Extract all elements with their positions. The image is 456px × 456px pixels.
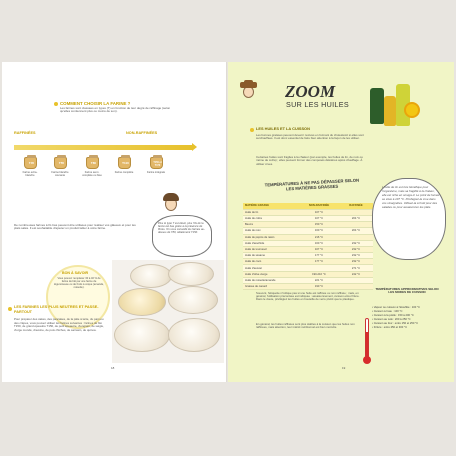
flour-bowls-photo [112,260,224,363]
table-cell: 232 °C [351,241,361,245]
table-title: TEMPÉRATURES À NE PAS DÉPASSER SELON LES MATIÈRES GRASSES [264,177,360,192]
scale-right-label: NON-RAFFINÉES [126,131,158,135]
table-cell: 232 °C [351,248,361,252]
table-cell: Huile de noisette/amande [245,278,276,282]
page-number-right: 19 [342,366,346,370]
table-cell: Beurre [245,223,254,227]
bullet-icon [54,102,58,106]
temperature-table [243,203,373,290]
cuisson-text: Les bonnes graisses peuvent devenir nocives en formant du cholestérol si elles sont surchauffées. Il est donc essentiel de faire bien attention à la façon de les utiliser. [256,133,364,141]
table-cell: Huile d'avocat [245,266,262,270]
mascot-quote: Plus le type T est élevé, plus l'IG de la farine est bas grâce à la présence de fibres. On vous conseille les farines au-dessus de T80, idéalement T150. [158,222,205,235]
table-cell: Graisse de canard [245,285,267,289]
table-cell: Huile de pépins de raisin [245,235,275,239]
table-cell: 150 °C [314,223,324,227]
table-cell: 204 °C [351,217,361,221]
jar-label: Farine semi-complète ou bise [82,171,102,177]
bullet-icon [8,307,12,311]
flour-jar-icon: T80 [86,157,99,169]
zoom-subtitle: SUR LES HUILES [286,100,349,109]
cuisson-para2: Certaines huiles sont fragiles à la chaleur (par exemple, les huiles de lin, de noix ou même de colza) ; elles peuvent former des composés délétères après chauffage. À utiliser crues. [256,155,363,166]
table-row [243,284,373,290]
table-cell: Huile de lin [245,210,259,214]
jar-label: Farine intégrale [146,171,166,174]
refinement-arrow [14,145,192,150]
bottom-text: Souvent, l'étiquette n'indique pas si une huile est raffinée ou non raffinée ; mais, en général, l'utilisation préconisée est indiquée : assaisonnement, cuisson et/ou friture. Dans le doute, privilégiez les huiles en bouteille de verre plutôt que le plastique. [256,291,360,302]
table-cell: Huile de noix [245,229,261,233]
sunflower-icon [404,102,420,118]
table-cell: 107 °C [314,217,324,221]
temp-list-item: • Cuisson au four : entre 150 et 250 °C [372,322,419,326]
table-cell: 160 °C [314,229,324,233]
neutral-flours-title: LES FARINES LES PLUS NEUTRES ET PASSE-PARTOUT [14,305,99,314]
table-cell: Huile de tournesol [245,248,267,252]
mascot-illustration [162,193,180,215]
thermometer-icon [363,318,371,366]
table-cell: 177 °C [314,260,324,264]
temp-box-title: TEMPÉRATURES APPROXIMATIVES SELON LES MODES DE CUISSON [375,287,439,295]
table-cell: Huile de colza [245,217,262,221]
cuisson-title: LES HUILES ET LA CUISSON [256,126,310,131]
flour-jar-icon: T55 [54,157,67,169]
table-cell: Huile d'olive vierge [245,272,268,276]
table-cell: 204 °C [351,229,361,233]
table-cell: 232 °C [351,260,361,264]
flour-jar-icon: T45 [24,157,37,169]
temp-list-item: • Cuisson à la poêle : 150 à 200 °C [372,314,414,318]
temp-list [372,306,446,330]
table-header-row: MATIÈRE GRASSE NON-RAFFINÉE RAFFINÉE [243,203,373,210]
table-cell: 190-210 °C [312,272,326,276]
neutral-flours-text: Pour préparer des cakes, des pancakes, de la pâte à tarte, du pain ou des crêpes, vous pouvez utiliser les farines suivantes : farines de blé T150, de grand épeautre T150, de petit épeautre, d'engrain, de seigle, d'orge mondé, d'avoine, de pois chiches, de sarrasin, de quinoa. [14,317,104,332]
question-title: COMMENT CHOISIR LA FARINE ? [60,101,131,106]
intro-paragraph: De nombreuses farines à IG bas peuvent être utilisées pour réaliser vos gâteaux et pour les plats salés. Il est souhaitable d'ajouter un produit laitier à votre farine. [14,223,136,231]
jar-label: Farine extra-blanche [22,171,38,177]
temp-list-item: • Friture : entre 250 et 300 °C [372,326,408,330]
table-cell: 190 °C [314,285,324,289]
page-number-left: 18 [111,366,115,370]
flour-jar-icon: T150 et T170 [150,157,163,169]
oil-bottle-illustration [370,88,384,124]
table-cell: 216 °C [314,235,324,239]
temp-list-item: • Cuisson à l'eau : 100 °C [372,310,403,314]
scale-left-label: RAFFINÉES [14,131,36,135]
question-text: Les farines sont classées en types (T) en fonction de leur degré de raffinage (selon qu'elles contiennent plus ou moins de son). [60,106,171,114]
table-cell: 232 °C [351,254,361,258]
table-cell: Huile d'arachide [245,241,265,245]
bon-a-savoir-title: BON À SAVOIR [62,271,89,275]
bullet-icon [250,128,254,132]
table-cell: 177 °C [314,254,324,258]
table-cell: 271 °C [351,266,361,270]
oil-bottle-illustration [384,96,396,126]
mascot-quote: L'huile de lin est très bénéfique pour l'organisme, mais sa fragilité à la chaleur, elle est riche en oméga-3. Le point de fumée se situe à 107 °C. Privilégiez-la crue dans vos vinaigrettes. Utilisez-la à froid pour des salades ou pour assaisonner les plats. [382,185,440,209]
jar-label: Farine complète [114,171,134,174]
temp-list-item: • Cuisson au wok : 200 à 250 °C [372,318,411,322]
jar-label: Farine blanche courante [51,171,69,177]
flour-jar-icon: T110 [118,157,131,169]
bon-a-savoir-text: Vous pouvez remplacer 30 à 40 % de farine de blé par une farine de légumineuse ou de fruits à coque (amande, noisette). [54,277,104,289]
bottom-text-2: En général, les huiles raffinées sont plus stables à la cuisson que les huiles non raffinées, mais attention, leur intérêt nutritionnel est bien moindre. [256,322,355,330]
table-cell: 160 °C [314,241,324,245]
zoom-title: ZOOM [285,82,336,101]
temp-list-item: • Vapeur ou cuisson à l'étouffée : 100 °C [372,306,420,309]
table-cell: 242 °C [351,272,361,276]
table-cell: 107 °C [314,210,324,214]
table-cell: Huile de sésame [245,254,266,258]
table-cell: Huile de coco [245,260,262,264]
mascot-illustration [240,80,257,102]
table-cell: 221 °C [314,278,324,282]
table-cell: 107 °C [314,248,324,252]
